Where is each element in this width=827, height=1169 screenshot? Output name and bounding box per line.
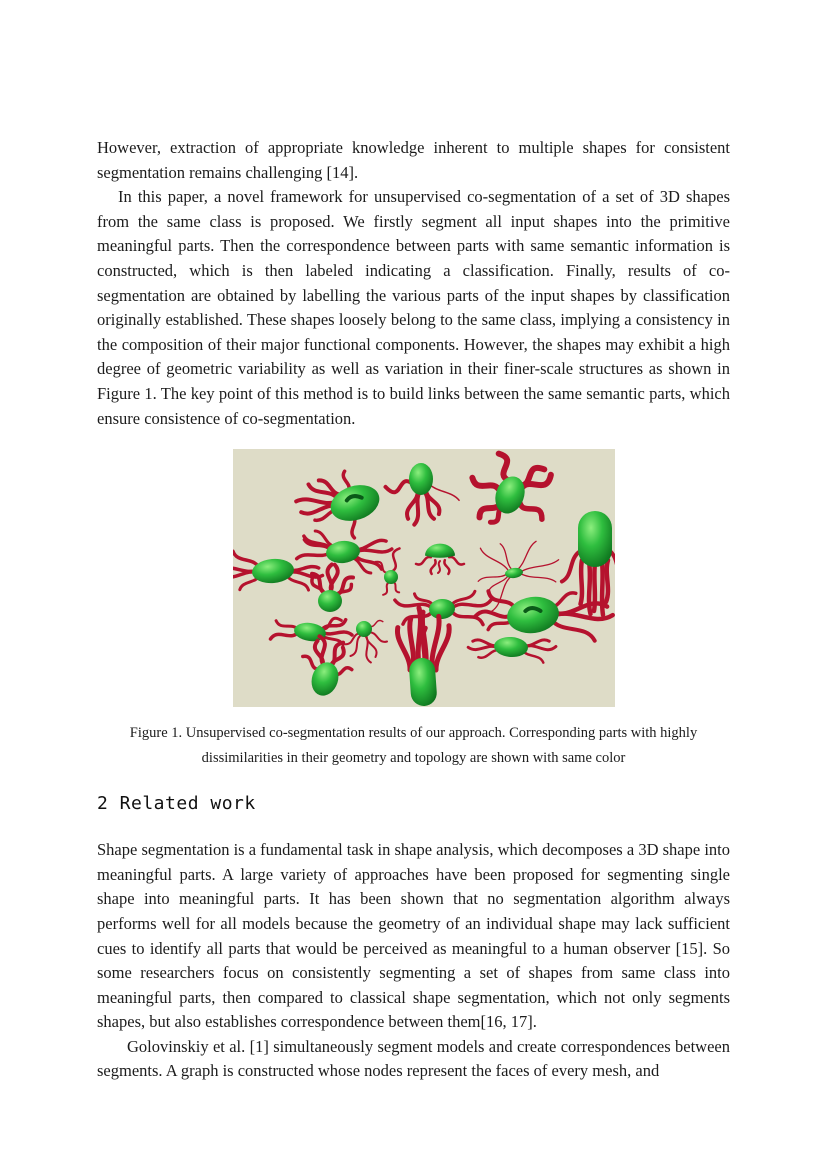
- octopus-body: [356, 621, 372, 637]
- octopus-tentacle: [606, 560, 608, 602]
- body-paragraph-3: Shape segmentation is a fundamental task in shape analysis, which decomposes a 3D shape into meaningful parts. A large variety of approaches have been proposed for segmenting single shape into meaningful parts. It has been shown that no segmentation algorithm always performs well for all models because the geometry of an individual shape may lack sufficient cues to identify all parts that would be perceived as meaningful to a human observer [15]. So some researchers focus on consistently segmenting a set of shapes from same class into meaningful parts, then compared to classical shape segmentation, which not only segments shapes, but also establishes correspondence between them[16, 17].: [97, 840, 730, 1032]
- figure-1-caption: Figure 1. Unsupervised co-segmentation results of our approach. Corresponding parts with highly dissimilarities in their geometry and topology are shown with same color: [129, 725, 698, 767]
- octopus-body: [318, 590, 342, 612]
- octopus-body: [408, 657, 437, 707]
- body-paragraph-2: In this paper, a novel framework for unsupervised co-segmentation of a set of 3D shapes from the same class is proposed. We firstly segment all input shapes into the primitive meaningful parts. Then the correspondence between parts with same semantic information is constructed, which is then labeled indicating a classification. Finally, results of co-segmentation are obtained by labelling the various parts of the input shapes by classification originally established. These shapes loosely belong to the same class, implying a consistency in the composition of their major functional components. However, the shapes may exhibit a high degree of geometric variability as well as variation in their finer-scale structures as shown in Figure 1. The key point of this method is to build links between the same semantic parts, which ensure consistence of co-segmentation.: [97, 187, 730, 428]
- section-heading-related-work: 2 Related work: [97, 793, 256, 815]
- figure-1: [233, 449, 615, 707]
- octopus-tentacle: [602, 562, 603, 615]
- text-column: [97, 136, 730, 1084]
- octopus-tentacle: [581, 560, 583, 604]
- body-paragraph-1: However, extraction of appropriate knowledge inherent to multiple shapes for consistent segmentation remains challenging [14].: [97, 138, 730, 182]
- octopus-body: [384, 570, 398, 584]
- figure-1-image: [233, 449, 615, 707]
- body-paragraph-4: Golovinskiy et al. [1] simultaneously segment models and create correspondences between segments. A graph is constructed whose nodes represent the faces of every mesh, and: [97, 1036, 730, 1081]
- octopus-body: [578, 511, 612, 567]
- octopus-body: [409, 463, 433, 495]
